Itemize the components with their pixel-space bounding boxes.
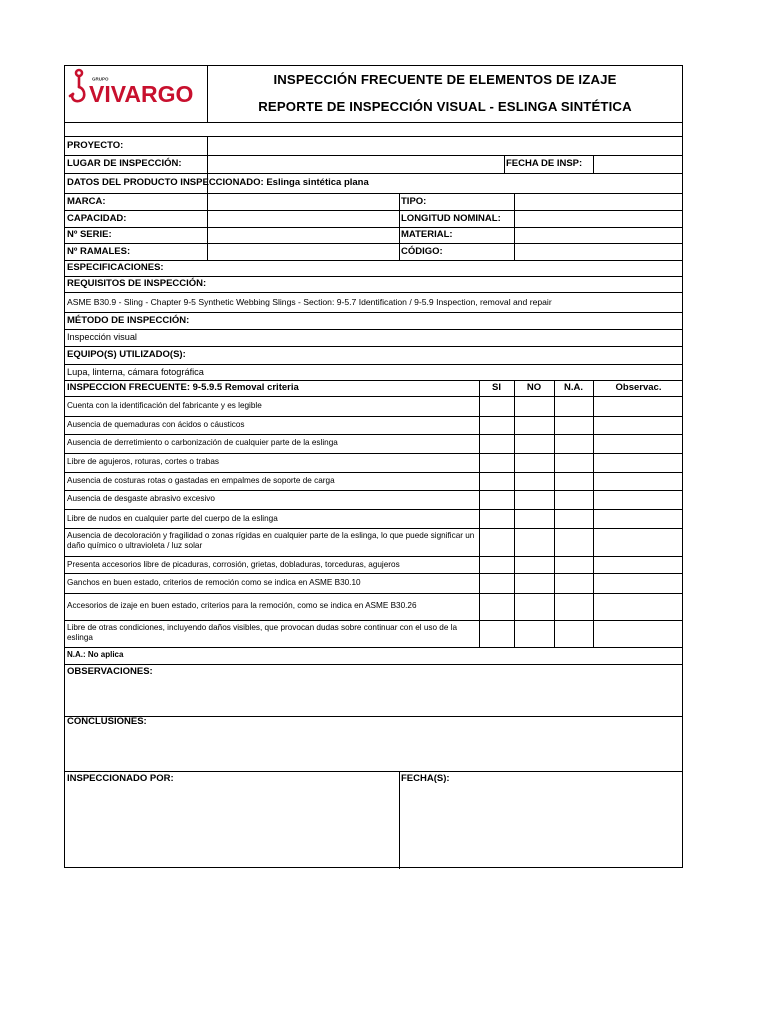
checklist-item: Libre de otras condiciones, incluyendo daños visibles, que provocan dudas sobre continuar con el uso de la eslinga [67, 623, 458, 642]
logo-group-label: GRUPO [92, 76, 109, 82]
answer-cell-si[interactable] [480, 594, 514, 620]
observaciones-field[interactable] [66, 678, 682, 715]
answer-cell-si[interactable] [480, 621, 514, 646]
answer-cell-na[interactable] [555, 473, 593, 490]
answer-cell-observac[interactable] [594, 594, 682, 620]
requisitos-label: REQUISITOS DE INSPECCIÓN: [67, 278, 207, 289]
answer-cell-observac[interactable] [594, 557, 682, 573]
conclusiones-label: CONCLUSIONES: [67, 716, 147, 727]
conclusiones-field[interactable] [66, 729, 682, 770]
fechas-field[interactable] [400, 786, 682, 868]
answer-cell-observac[interactable] [594, 621, 682, 646]
requisitos-value: ASME B30.9 - Sling - Chapter 9-5 Synthetic Webbing Slings - Section: 9-5.7 Identification / 9-5.9 Inspection, removal and repair [67, 297, 552, 307]
fecha-insp-label: FECHA DE INSP: [506, 158, 583, 169]
answer-cell-na[interactable] [555, 397, 593, 416]
answer-cell-observac[interactable] [594, 417, 682, 434]
metodo-label: MÉTODO DE INSPECCIÓN: [67, 315, 190, 326]
answer-cell-observac[interactable] [594, 435, 682, 453]
col-na-header: N.A. [564, 382, 583, 393]
answer-cell-na[interactable] [555, 491, 593, 509]
answer-cell-observac[interactable] [594, 491, 682, 509]
answer-cell-si[interactable] [480, 473, 514, 490]
answer-cell-no[interactable] [515, 557, 554, 573]
answer-cell-observac[interactable] [594, 529, 682, 556]
equipos-label: EQUIPO(S) UTILIZADO(S): [67, 349, 186, 360]
answer-cell-na[interactable] [555, 454, 593, 472]
checklist-item: Libre de agujeros, roturas, cortes o trabas [67, 457, 220, 466]
inspeccionado-por-label: INSPECCIONADO POR: [67, 773, 174, 784]
lugar-label: LUGAR DE INSPECCIÓN: [67, 158, 182, 169]
answer-cell-no[interactable] [515, 594, 554, 620]
hook-icon [70, 70, 84, 101]
answer-cell-no[interactable] [515, 574, 554, 593]
na-note: N.A.: No aplica [67, 650, 124, 659]
marca-label: MARCA: [67, 196, 106, 207]
answer-cell-observac[interactable] [594, 397, 682, 416]
answer-cell-na[interactable] [555, 510, 593, 528]
answer-cell-si[interactable] [480, 510, 514, 528]
codigo-field[interactable] [515, 244, 682, 259]
vivargo-logo [66, 67, 206, 121]
inspeccionado-por-field[interactable] [66, 786, 398, 868]
tipo-label: TIPO: [401, 196, 427, 207]
checklist-item: Accesorios de izaje en buen estado, criterios para la remoción, como se indica en ASME B30.26 [67, 601, 417, 610]
proyecto-field[interactable] [208, 137, 682, 154]
answer-cell-no[interactable] [515, 417, 554, 434]
answer-cell-na[interactable] [555, 417, 593, 434]
tipo-field[interactable] [515, 194, 682, 209]
answer-cell-si[interactable] [480, 491, 514, 509]
serie-field[interactable] [208, 228, 398, 242]
answer-cell-si[interactable] [480, 397, 514, 416]
answer-cell-si[interactable] [480, 574, 514, 593]
checklist-item: Presenta accesorios libre de picaduras, corrosión, grietas, dobladuras, torceduras, agujeros [67, 560, 400, 569]
material-label: MATERIAL: [401, 229, 453, 240]
answer-cell-na[interactable] [555, 574, 593, 593]
checklist-item: Ausencia de quemaduras con ácidos o cáusticos [67, 420, 245, 429]
answer-cell-si[interactable] [480, 417, 514, 434]
col-observac-header: Observac. [615, 382, 662, 393]
answer-cell-si[interactable] [480, 557, 514, 573]
capacidad-field[interactable] [208, 211, 398, 226]
answer-cell-no[interactable] [515, 621, 554, 646]
checklist-item: Ausencia de derretimiento o carbonización de cualquier parte de la eslinga [67, 438, 338, 447]
ramales-label: Nº RAMALES: [67, 246, 131, 257]
especificaciones-label: ESPECIFICACIONES: [67, 262, 164, 273]
checklist-item: Ausencia de desgaste abrasivo excesivo [67, 494, 215, 503]
answer-cell-na[interactable] [555, 529, 593, 556]
answer-cell-no[interactable] [515, 510, 554, 528]
inspection-form [64, 65, 683, 868]
answer-cell-na[interactable] [555, 435, 593, 453]
codigo-label: CÓDIGO: [401, 246, 443, 257]
observaciones-label: OBSERVACIONES: [67, 666, 153, 677]
lugar-field[interactable] [208, 156, 503, 172]
answer-cell-no[interactable] [515, 491, 554, 509]
datos-producto-label: DATOS DEL PRODUCTO INSPECCIONADO: Eslinga sintética plana [67, 177, 369, 188]
answer-cell-si[interactable] [480, 454, 514, 472]
capacidad-label: CAPACIDAD: [67, 213, 127, 224]
answer-cell-na[interactable] [555, 594, 593, 620]
fechas-label: FECHA(S): [401, 773, 450, 784]
marca-field[interactable] [208, 194, 398, 209]
answer-cell-observac[interactable] [594, 454, 682, 472]
material-field[interactable] [515, 228, 682, 242]
checklist-header: INSPECCION FRECUENTE: 9-5.9.5 Removal criteria [67, 382, 299, 393]
answer-cell-no[interactable] [515, 473, 554, 490]
logo-brand: VIVARGO [89, 81, 194, 107]
answer-cell-observac[interactable] [594, 574, 682, 593]
fecha-insp-field[interactable] [594, 156, 682, 172]
col-si-header: SI [492, 382, 501, 393]
form-title: INSPECCIÓN FRECUENTE DE ELEMENTOS DE IZAJE [273, 72, 617, 87]
ramales-field[interactable] [208, 244, 398, 259]
checklist-item: Ganchos en buen estado, criterios de remoción como se indica en ASME B30.10 [67, 578, 361, 587]
checklist-item: Ausencia de costuras rotas o gastadas en empalmes de soporte de carga [67, 476, 335, 485]
longitud-label: LONGITUD NOMINAL: [401, 213, 501, 224]
answer-cell-na[interactable] [555, 621, 593, 646]
answer-cell-no[interactable] [515, 454, 554, 472]
longitud-field[interactable] [515, 211, 682, 226]
answer-cell-na[interactable] [555, 557, 593, 573]
answer-cell-no[interactable] [515, 435, 554, 453]
col-no-header: NO [526, 382, 542, 393]
form-subtitle: REPORTE DE INSPECCIÓN VISUAL - ESLINGA SINTÉTICA [258, 99, 632, 114]
answer-cell-si[interactable] [480, 435, 514, 453]
answer-cell-observac[interactable] [594, 473, 682, 490]
metodo-value: Inspección visual [67, 332, 137, 342]
checklist-item: Libre de nudos en cualquier parte del cuerpo de la eslinga [67, 514, 278, 523]
checklist-item: Cuenta con la identificación del fabricante y es legible [67, 401, 262, 410]
checklist-item: Ausencia de decoloración y fragilidad o zonas rígidas en cualquier parte de la eslinga, lo que puede significar un daño químico o ultravioleta / luz solar [67, 531, 475, 550]
equipos-value: Lupa, linterna, cámara fotográfica [67, 367, 204, 377]
answer-cell-no[interactable] [515, 397, 554, 416]
proyecto-label: PROYECTO: [67, 140, 124, 151]
answer-cell-si[interactable] [480, 529, 514, 556]
answer-cell-no[interactable] [515, 529, 554, 556]
serie-label: Nº SERIE: [67, 229, 112, 240]
answer-cell-observac[interactable] [594, 510, 682, 528]
